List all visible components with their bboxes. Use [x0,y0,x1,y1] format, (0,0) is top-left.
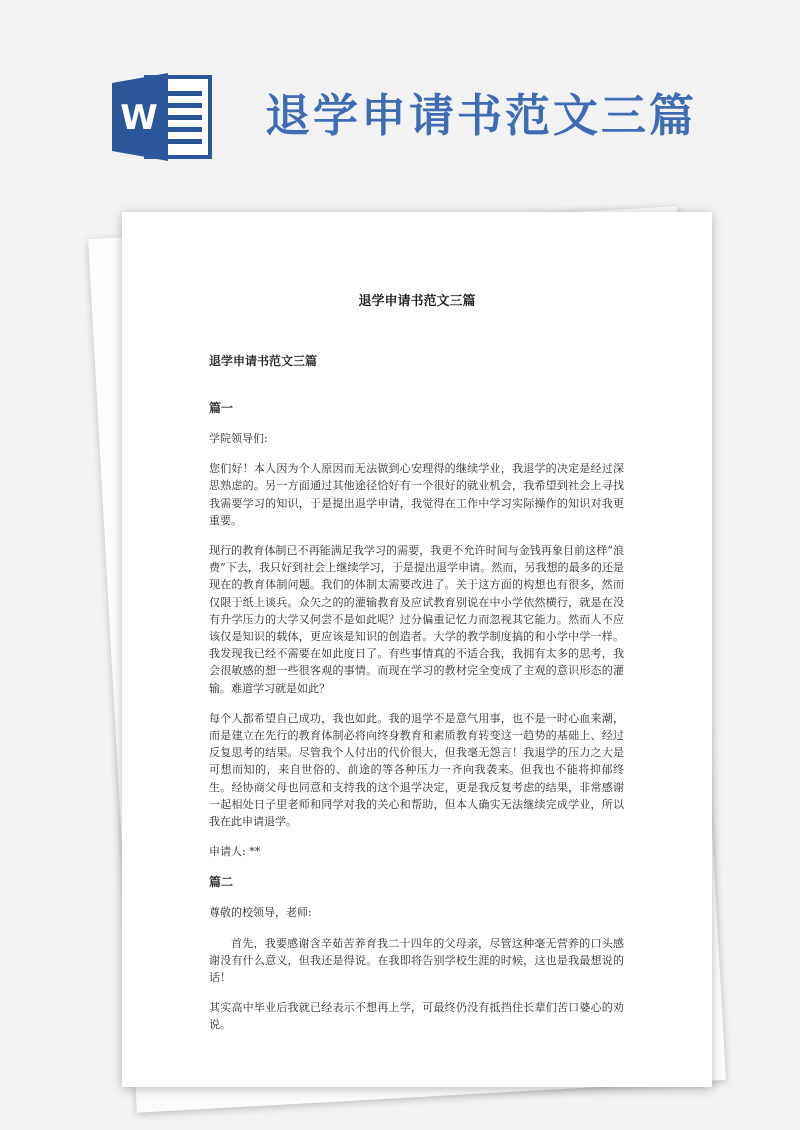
section-heading-2: 篇二 [209,875,234,890]
paragraph: 其实高中毕业后我就已经表示不想再上学，可最终仍没有抵挡住长辈们苦口婆心的劝说。 [209,1001,624,1032]
signature: 申请人: ** [209,845,261,859]
salutation-2: 尊敬的校领导，老师: [209,906,312,920]
document-page [122,212,712,1087]
banner-title: 退学申请书范文三篇 [265,89,698,142]
paragraph: 现行的教育体制已不再能满足我学习的需要，我更不允许时间与金钱再象目前这样“浪费”下去，我只好到社会上继续学习，于是提出退学申请。然而，另我想的最多的还是现在的教育体制问题。我们的体制太需要改进了。关于这方面的构想也有很多，然而仅限于纸上谈兵。众矢之的的灌输教育及应试教育别说在中小学依然横行，就是在没有升学压力的大学又何尝不是如此呢？过分偏重记忆力而忽视其它能力。然而人不应该仅是知识的载体，更应该是知识的创造者。大学的教学制度搞的和小学中学一样。我发现我已经不需要在如此度日了。有些事情真的不适合我，我拥有太多的思考，我会很敏感的想一些很客观的事情。而现在学习的教材完全变成了主观的意识形态的灌输。难道学习就是如此？ [209,544,624,695]
word-icon-letter: W [120,98,158,138]
document-body [209,352,624,1047]
document-title: 退学申请书范文三篇 [358,294,476,309]
paragraph: 您们好！本人因为个人原因而无法做到心安理得的继续学业，我退学的决定是经过深思熟虑的。另一方面通过其他途径恰好有一个很好的就业机会，我希望到社会上寻找我需要学习的知识，于是提出退学申请，我觉得在工作中学习实际操作的知识对我更重要。 [209,462,624,527]
paragraph: 每个人都希望自己成功，我也如此。我的退学不是意气用事，也不是一时心血来潮，而是建立在先行的教育体制必将向终身教育和素质教育转变这一趋势的基础上、经过反复思考的结果。尽管我个人付出的代价很大，但我毫无怨言！我退学的压力之大是可想而知的，来自世俗的、前途的等各种压力一齐向我袭来。但我也不能将抑郁终生。经协商父母也同意和支持我的这个退学决定，更是我反复考虑的结果，非常感谢一起相处日子里老师和同学对我的关心和帮助，但本人确实无法继续完成学业，所以我在此申请退学。 [209,711,624,829]
paragraph: 首先，我要感谢含辛茹苦养育我二十四年的父母亲，尽管这种毫无营养的口头感谢没有什么意义，但我还是得说。在我即将告别学校生涯的时候，这也是我最想说的话！ [209,936,624,985]
word-document-icon [112,73,216,161]
section-heading-1: 篇一 [209,401,234,415]
banner [0,0,800,200]
salutation-1: 学院领导们: [209,432,268,445]
document-subtitle: 退学申请书范文三篇 [209,354,318,368]
